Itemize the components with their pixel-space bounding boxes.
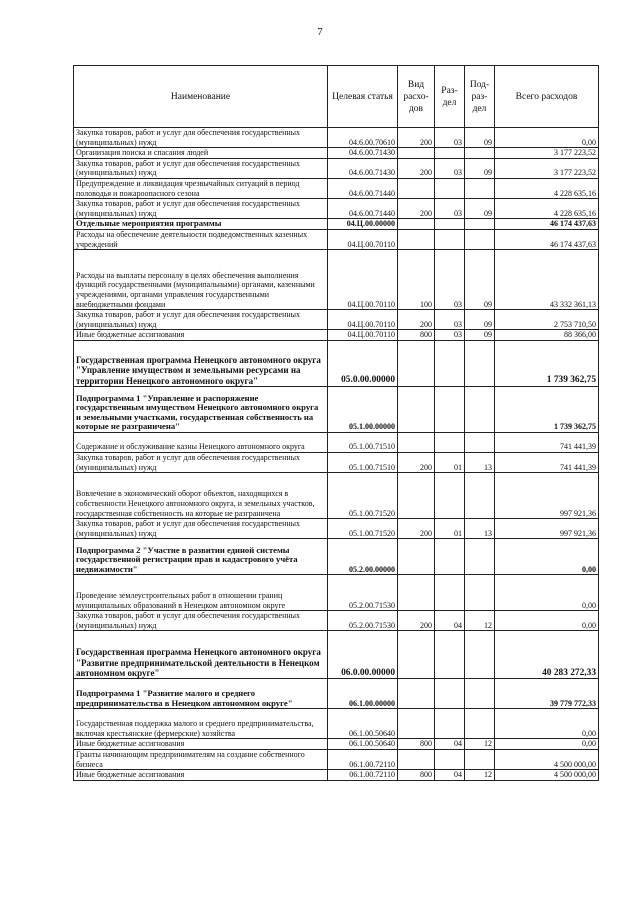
table-row — [74, 158, 599, 178]
cell-razdel — [435, 219, 465, 230]
table-row — [74, 199, 599, 219]
header-name: Наименование — [74, 66, 328, 128]
cell-podrazdel: 09 — [465, 250, 495, 310]
cell-name: Содержание и обслуживание казны Ненецкого автономного округа — [74, 432, 328, 452]
cell-code: 04.Ц.00.70110 — [328, 310, 398, 330]
header-vid: Вид расхо-дов — [398, 66, 435, 128]
cell-name: Расходы на обеспечение деятельности подведомственных казенных учреждений — [74, 229, 328, 249]
cell-code: 04.6.00.71430 — [328, 148, 398, 159]
cell-vid: 200 — [398, 611, 435, 631]
cell-name: Иные бюджетные ассигнования — [74, 330, 328, 341]
header-podrazdel: Под-раз-дел — [465, 66, 495, 128]
cell-name: Отдельные мероприятия программы — [74, 219, 328, 230]
cell-code: 06.0.00.00000 — [328, 631, 398, 679]
cell-podrazdel: 09 — [465, 158, 495, 178]
cell-podrazdel: 12 — [465, 611, 495, 631]
table-row — [74, 330, 599, 341]
cell-podrazdel — [465, 386, 495, 432]
cell-vid — [398, 386, 435, 432]
cell-name: Подпрограмма 1 "Развитие малого и среднего предпринимательства в Ненецком автономном округе" — [74, 679, 328, 709]
table-row — [74, 340, 599, 386]
cell-razdel: 03 — [435, 310, 465, 330]
page-number: 7 — [317, 26, 323, 38]
cell-vid — [398, 575, 435, 611]
cell-name: Предупреждение и ликвидация чрезвычайных ситуаций в период половодья и пожароопасного сезона — [74, 178, 328, 198]
cell-total: 0,00 — [495, 539, 599, 575]
cell-podrazdel: 09 — [465, 199, 495, 219]
cell-vid: 100 — [398, 250, 435, 310]
cell-code: 04.Ц.00.70110 — [328, 250, 398, 310]
cell-total: 1 739 362,75 — [495, 340, 599, 386]
table-row — [74, 770, 599, 781]
cell-total: 997 921,36 — [495, 473, 599, 519]
cell-vid — [398, 709, 435, 739]
cell-razdel: 03 — [435, 250, 465, 310]
cell-podrazdel — [465, 709, 495, 739]
cell-razdel: 04 — [435, 739, 465, 750]
cell-vid — [398, 148, 435, 159]
cell-code: 05.1.00.00000 — [328, 386, 398, 432]
cell-podrazdel: 09 — [465, 310, 495, 330]
cell-vid: 800 — [398, 739, 435, 750]
cell-code: 05.2.00.00000 — [328, 539, 398, 575]
header-total: Всего расходов — [495, 66, 599, 128]
cell-total: 4 228 635,16 — [495, 178, 599, 198]
cell-razdel: 04 — [435, 611, 465, 631]
cell-razdel — [435, 679, 465, 709]
cell-vid: 800 — [398, 330, 435, 341]
cell-code: 06.1.00.72110 — [328, 750, 398, 770]
cell-vid: 200 — [398, 310, 435, 330]
table-row — [74, 148, 599, 159]
table-row — [74, 219, 599, 230]
cell-name: Закупка товаров, работ и услуг для обеспечения государственных (муниципальных) нужд — [74, 199, 328, 219]
cell-razdel — [435, 539, 465, 575]
cell-code: 05.2.00.71530 — [328, 611, 398, 631]
cell-razdel: 04 — [435, 770, 465, 781]
cell-razdel — [435, 473, 465, 519]
table-row — [74, 128, 599, 148]
cell-podrazdel — [465, 631, 495, 679]
cell-name: Организация поиска и спасания людей — [74, 148, 328, 159]
cell-name: Подпрограмма 1 "Управление и распоряжение государственным имуществом Ненецкого автономного округа и земельными участками, государственная собственность на которые не разграничена" — [74, 386, 328, 432]
cell-razdel — [435, 750, 465, 770]
cell-total: 741 441,39 — [495, 432, 599, 452]
cell-razdel: 01 — [435, 452, 465, 472]
cell-code: 06.1.00.00000 — [328, 679, 398, 709]
cell-total: 2 753 710,50 — [495, 310, 599, 330]
cell-vid — [398, 229, 435, 249]
cell-code: 04.6.00.71440 — [328, 199, 398, 219]
cell-total: 4 500 000,00 — [495, 770, 599, 781]
cell-total: 46 174 437,63 — [495, 229, 599, 249]
table-row — [74, 386, 599, 432]
cell-razdel: 03 — [435, 128, 465, 148]
cell-podrazdel — [465, 750, 495, 770]
cell-vid — [398, 473, 435, 519]
cell-podrazdel — [465, 148, 495, 159]
cell-name: Закупка товаров, работ и услуг для обеспечения государственных (муниципальных) нужд — [74, 158, 328, 178]
cell-code: 06.1.00.50640 — [328, 739, 398, 750]
cell-vid — [398, 679, 435, 709]
table-row — [74, 310, 599, 330]
header-code: Целевая статья — [328, 66, 398, 128]
table-row — [74, 739, 599, 750]
cell-podrazdel: 12 — [465, 739, 495, 750]
cell-name: Закупка товаров, работ и услуг для обеспечения государственных (муниципальных) нужд — [74, 611, 328, 631]
cell-name: Гранты начинающим предпринимателям на создание собственного бизнеса — [74, 750, 328, 770]
table-row — [74, 452, 599, 472]
cell-vid: 800 — [398, 770, 435, 781]
table-row — [74, 519, 599, 539]
cell-vid: 200 — [398, 158, 435, 178]
cell-code: 05.1.00.71510 — [328, 432, 398, 452]
cell-podrazdel — [465, 219, 495, 230]
cell-podrazdel — [465, 473, 495, 519]
cell-total: 997 921,36 — [495, 519, 599, 539]
cell-name: Государственная программа Ненецкого автономного округа "Управление имуществом и земельными ресурсами на территории Ненецкого автономного округа" — [74, 340, 328, 386]
cell-total: 0,00 — [495, 128, 599, 148]
cell-podrazdel — [465, 340, 495, 386]
cell-podrazdel — [465, 229, 495, 249]
cell-name: Проведение землеустроительных работ в отношении границ муниципальных образований в Ненецком автономном округе — [74, 575, 328, 611]
cell-podrazdel: 13 — [465, 452, 495, 472]
cell-razdel — [435, 386, 465, 432]
cell-podrazdel — [465, 178, 495, 198]
cell-code: 04.6.00.71430 — [328, 158, 398, 178]
cell-total: 4 228 635,16 — [495, 199, 599, 219]
cell-total: 3 177 223,52 — [495, 148, 599, 159]
cell-podrazdel — [465, 539, 495, 575]
cell-total: 88 366,00 — [495, 330, 599, 341]
cell-vid — [398, 631, 435, 679]
cell-vid: 200 — [398, 128, 435, 148]
table-row — [74, 750, 599, 770]
table-row — [74, 229, 599, 249]
cell-code: 04.Ц.00.70110 — [328, 330, 398, 341]
cell-vid — [398, 432, 435, 452]
cell-vid: 200 — [398, 199, 435, 219]
budget-table — [73, 65, 599, 781]
cell-name: Расходы на выплаты персоналу в целях обеспечения выполнения функций государственными (муниципальными) органами, казенными учреждениями, органами управления государственными внебюджетными фондами — [74, 250, 328, 310]
cell-total: 1 739 362,75 — [495, 386, 599, 432]
cell-code: 05.1.00.71510 — [328, 452, 398, 472]
cell-name: Закупка товаров, работ и услуг для обеспечения государственных (муниципальных) нужд — [74, 452, 328, 472]
cell-podrazdel — [465, 575, 495, 611]
table-row — [74, 473, 599, 519]
table-row — [74, 178, 599, 198]
cell-total: 4 500 000,00 — [495, 750, 599, 770]
cell-razdel — [435, 229, 465, 249]
cell-total: 39 779 772,33 — [495, 679, 599, 709]
cell-name: Государственная поддержка малого и среднего предпринимательства, включая крестьянские (фермерские) хозяйства — [74, 709, 328, 739]
cell-total: 46 174 437,63 — [495, 219, 599, 230]
cell-total: 741 441,39 — [495, 452, 599, 472]
cell-code: 04.Ц.00.70110 — [328, 229, 398, 249]
cell-vid — [398, 539, 435, 575]
cell-code: 05.1.00.71520 — [328, 473, 398, 519]
cell-name: Вовлечение в экономический оборот объектов, находящихся в собственности Ненецкого автономного округа, и земельных участков, государственная собственность на которые не разграничена — [74, 473, 328, 519]
cell-razdel: 01 — [435, 519, 465, 539]
cell-razdel: 03 — [435, 199, 465, 219]
cell-razdel: 03 — [435, 158, 465, 178]
cell-vid — [398, 178, 435, 198]
cell-vid: 200 — [398, 519, 435, 539]
cell-code: 04.6.00.70610 — [328, 128, 398, 148]
cell-razdel: 03 — [435, 330, 465, 341]
cell-code: 04.Ц.00.00000 — [328, 219, 398, 230]
cell-name: Закупка товаров, работ и услуг для обеспечения государственных (муниципальных) нужд — [74, 128, 328, 148]
table-row — [74, 432, 599, 452]
cell-razdel — [435, 631, 465, 679]
table-row — [74, 709, 599, 739]
cell-podrazdel — [465, 432, 495, 452]
cell-total: 43 332 361,13 — [495, 250, 599, 310]
cell-code: 06.1.00.72110 — [328, 770, 398, 781]
cell-name: Закупка товаров, работ и услуг для обеспечения государственных (муниципальных) нужд — [74, 519, 328, 539]
cell-total: 40 283 272,33 — [495, 631, 599, 679]
table-row — [74, 631, 599, 679]
table-row — [74, 679, 599, 709]
table-row — [74, 575, 599, 611]
cell-razdel — [435, 178, 465, 198]
cell-name: Закупка товаров, работ и услуг для обеспечения государственных (муниципальных) нужд — [74, 310, 328, 330]
cell-name: Государственная программа Ненецкого автономного округа "Развитие предпринимательской деятельности в Ненецком автономном округе" — [74, 631, 328, 679]
cell-code: 06.1.00.50640 — [328, 709, 398, 739]
cell-vid — [398, 340, 435, 386]
cell-total: 0,00 — [495, 611, 599, 631]
cell-name: Подпрограмма 2 "Участие в развитии единой системы государственной регистрации прав и кадастрового учёта недвижимости" — [74, 539, 328, 575]
cell-name: Иные бюджетные ассигнования — [74, 739, 328, 750]
cell-vid — [398, 750, 435, 770]
cell-vid — [398, 219, 435, 230]
cell-vid: 200 — [398, 452, 435, 472]
cell-code: 05.2.00.71530 — [328, 575, 398, 611]
table-row — [74, 250, 599, 310]
table-row — [74, 611, 599, 631]
cell-razdel — [435, 148, 465, 159]
cell-podrazdel: 09 — [465, 330, 495, 341]
cell-total: 0,00 — [495, 709, 599, 739]
cell-razdel — [435, 575, 465, 611]
table-header-row — [74, 66, 599, 128]
cell-code: 04.6.00.71440 — [328, 178, 398, 198]
table-row — [74, 539, 599, 575]
cell-podrazdel — [465, 679, 495, 709]
header-razdel: Раз-дел — [435, 66, 465, 128]
cell-podrazdel: 12 — [465, 770, 495, 781]
cell-total: 3 177 223,52 — [495, 158, 599, 178]
cell-name: Иные бюджетные ассигнования — [74, 770, 328, 781]
cell-podrazdel: 09 — [465, 128, 495, 148]
cell-total: 0,00 — [495, 739, 599, 750]
cell-code: 05.1.00.71520 — [328, 519, 398, 539]
cell-podrazdel: 13 — [465, 519, 495, 539]
cell-razdel — [435, 340, 465, 386]
cell-total: 0,00 — [495, 575, 599, 611]
cell-code: 05.0.00.00000 — [328, 340, 398, 386]
cell-razdel — [435, 709, 465, 739]
cell-razdel — [435, 432, 465, 452]
